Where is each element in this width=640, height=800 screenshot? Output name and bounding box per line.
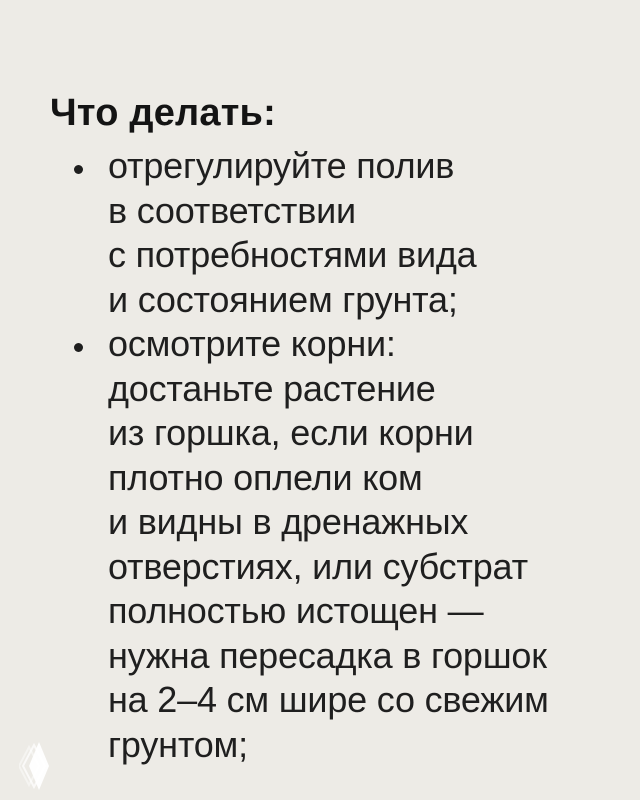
list-item	[0, 144, 549, 322]
text-line: с потребностями вида	[108, 234, 477, 275]
text-line: из горшка, если корни	[108, 412, 474, 453]
page-title: Что делать:	[50, 92, 276, 135]
text-line: полностью истощен —	[108, 590, 484, 631]
text-line: грунтом;	[108, 723, 248, 765]
todo-list	[0, 144, 549, 767]
list-item	[0, 322, 549, 767]
text-line: и состоянием грунта;	[108, 278, 458, 320]
bullet-dot-icon	[74, 165, 83, 174]
text-line: отрегулируйте полив	[108, 145, 455, 186]
text-line: отверстиях, или субстрат	[108, 545, 528, 587]
text-line: в соответствии	[108, 189, 356, 231]
text-line: осмотрите корни:	[108, 323, 396, 364]
bullet-dot-icon	[74, 343, 83, 352]
text-line: плотно оплели ком	[108, 456, 423, 498]
text-line: и видны в дренажных	[108, 501, 469, 542]
text-line: нужна пересадка в горшок	[108, 634, 547, 676]
list-item-text	[108, 322, 549, 767]
layered-diamond-logo	[19, 741, 49, 791]
text-line: на 2–4 см шире со свежим	[108, 679, 549, 720]
text-line: достаньте растение	[108, 367, 436, 409]
list-item-text	[108, 144, 476, 322]
